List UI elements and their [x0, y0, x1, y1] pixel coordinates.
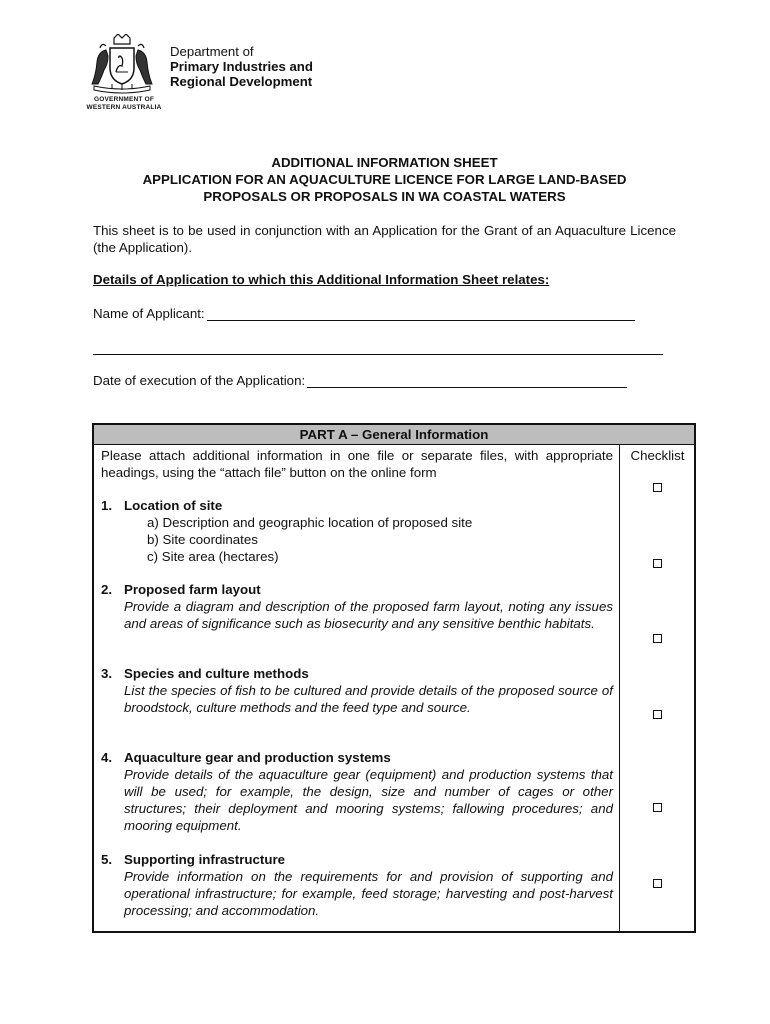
- part-a-table: [92, 423, 696, 933]
- item-number: 2.: [101, 582, 113, 597]
- applicant-label: Name of Applicant:: [93, 306, 205, 321]
- checkbox-farm-layout[interactable]: [653, 634, 662, 643]
- checkbox-instructions[interactable]: [653, 483, 662, 492]
- sub-item: a) Description and geographic location of proposed site: [147, 515, 473, 530]
- item-number: 1.: [101, 498, 113, 513]
- title-line2: APPLICATION FOR AN AQUACULTURE LICENCE FOR LARGE LAND-BASED: [142, 172, 627, 187]
- item-species: [101, 665, 613, 716]
- document-title: [93, 154, 676, 205]
- dept-line2: Primary Industries and: [170, 59, 313, 74]
- sub-item: b) Site coordinates: [147, 532, 258, 547]
- part-a-header: PART A – General Information: [94, 425, 694, 445]
- item-title: Aquaculture gear and production systems: [124, 750, 391, 765]
- government-caption: [82, 96, 166, 112]
- details-heading: Details of Application to which this Additional Information Sheet relates:: [93, 272, 550, 287]
- item-number: 3.: [101, 666, 113, 681]
- applicant-continuation-line[interactable]: [93, 354, 663, 355]
- checkbox-species[interactable]: [653, 710, 662, 719]
- part-a-content: [101, 447, 613, 918]
- checkbox-location[interactable]: [653, 559, 662, 568]
- date-label: Date of execution of the Application:: [93, 373, 306, 388]
- gov-caption-line1: GOVERNMENT OF: [93, 96, 155, 103]
- item-description: List the species of fish to be cultured and provide details of the proposed source of broodstock, culture methods and the feed type and source.: [124, 683, 613, 715]
- item-title: Supporting infrastructure: [124, 852, 286, 867]
- item-number: 4.: [101, 750, 113, 765]
- date-field: [93, 373, 627, 388]
- item-infrastructure: [101, 851, 613, 919]
- checkbox-gear[interactable]: [653, 803, 662, 812]
- sub-list: [147, 514, 613, 565]
- item-title: Location of site: [124, 498, 223, 513]
- item-title: Proposed farm layout: [124, 582, 261, 597]
- item-location: [101, 497, 613, 565]
- sub-item: c) Site area (hectares): [147, 549, 279, 564]
- item-farm-layout: [101, 581, 613, 632]
- item-description: Provide a diagram and description of the proposed farm layout, noting any issues and areas of significance such as biosecurity and any sensitive benthic habitats.: [124, 599, 613, 631]
- department-name: [170, 44, 313, 89]
- column-divider: [619, 445, 620, 931]
- checklist-column: [621, 447, 694, 464]
- checklist-label: Checklist: [630, 448, 685, 463]
- applicant-input[interactable]: [207, 306, 635, 321]
- applicant-field: [93, 306, 635, 321]
- dept-line3: Regional Development: [170, 74, 313, 89]
- item-number: 5.: [101, 852, 113, 867]
- dept-line1: Department of: [170, 44, 254, 59]
- title-line3: PROPOSALS OR PROPOSALS IN WA COASTAL WATERS: [203, 189, 566, 204]
- item-gear: [101, 749, 613, 834]
- part-a-instructions: Please attach additional information in one file or separate files, with appropriate headings, using the “attach file” button on the online form: [101, 448, 613, 480]
- gov-caption-line2: WESTERN AUSTRALIA: [86, 104, 162, 111]
- date-input[interactable]: [307, 373, 627, 388]
- title-line1: ADDITIONAL INFORMATION SHEET: [271, 155, 498, 170]
- item-description: Provide information on the requirements for and provision of supporting and operational infrastructure; for example, feed storage; harvesting and post-harvest processing; and accommodation.: [124, 869, 613, 918]
- checkbox-infrastructure[interactable]: [653, 879, 662, 888]
- page-header: [82, 34, 342, 114]
- item-title: Species and culture methods: [124, 666, 309, 681]
- intro-paragraph: This sheet is to be used in conjunction with an Application for the Grant of an Aquaculture Licence (the Application).: [93, 223, 676, 255]
- item-description: Provide details of the aquaculture gear (equipment) and production systems that will be used; for example, the design, size and number of cages or other structures; their deployment and mooring systems; fallowing procedures; and mooring equipment.: [124, 767, 613, 833]
